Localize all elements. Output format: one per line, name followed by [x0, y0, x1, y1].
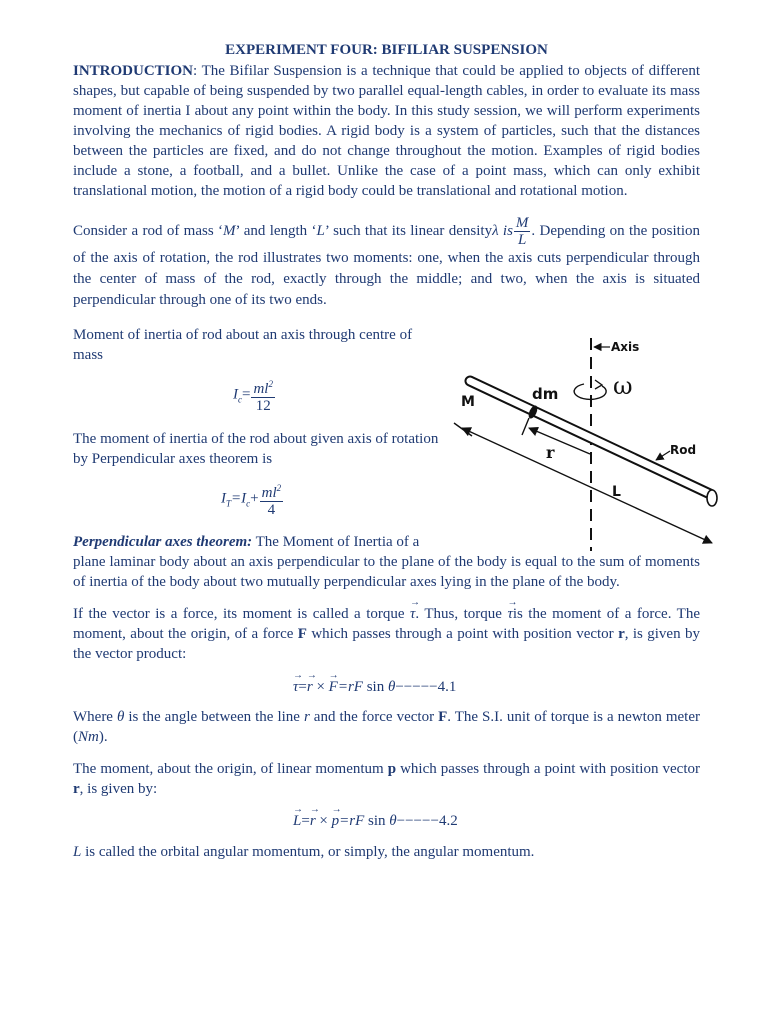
consider-section — [73, 215, 700, 311]
torque-paragraph — [73, 604, 700, 664]
equation-ic — [233, 376, 276, 414]
symbol-length: L — [316, 222, 325, 239]
rod-diagram — [452, 336, 722, 551]
eq-it-mid: =I — [231, 490, 247, 507]
eq41-r: → r — [307, 677, 313, 697]
symbol-mass: M — [222, 222, 236, 239]
intro-paragraph — [73, 61, 700, 201]
equation-4-1 — [293, 677, 456, 697]
eq-ic-num-text: ml — [253, 381, 269, 397]
where-text-5: ). — [98, 729, 108, 745]
equation-4-2 — [293, 811, 458, 831]
eq-it-fraction — [260, 480, 284, 518]
torque-text-1: If the vector is a force, its moment is called a torque — [73, 606, 411, 622]
eq42-eq: = — [301, 813, 310, 829]
consider-text-3: ’ such that its linear density — [324, 222, 493, 239]
where-theta: θ — [116, 709, 125, 725]
eq42-theta: θ — [385, 813, 397, 829]
eq41-theta: θ — [384, 679, 396, 695]
equation-it — [221, 480, 284, 518]
where-text-2: is the angle between the line — [124, 709, 304, 725]
torque-section — [73, 604, 700, 664]
centre-section — [73, 325, 440, 365]
length-start-tick — [454, 423, 472, 436]
torque-symbol: → τ — [410, 604, 415, 624]
rod-pointer — [656, 451, 670, 460]
moment-axis-text: The moment of inertia of the rod about given axis of rotation by Perpendicular axes theorem is — [73, 431, 439, 467]
lambda-is: λ is — [492, 222, 513, 239]
momentum-text-3: , is given by: — [79, 781, 158, 797]
eq42-rhs: =rF — [339, 813, 365, 829]
consider-text-1: Consider a rod of mass ‘ — [73, 222, 223, 239]
density-fraction — [514, 215, 531, 248]
orbital-paragraph — [73, 842, 700, 862]
r-label: r — [546, 443, 555, 462]
orbital-section — [73, 842, 700, 862]
omega-label: ω — [613, 372, 633, 400]
eq-it-lhs: I — [221, 490, 226, 507]
position-symbol: r — [618, 626, 625, 642]
eq41-eq: = — [298, 679, 307, 695]
rotation-arrowhead — [595, 380, 602, 389]
force-symbol: F — [297, 626, 307, 642]
where-text-4: . The S.I. unit of torque is a newton meter ( — [73, 709, 700, 745]
eq41-sin: sin — [362, 679, 385, 695]
eq-ic-num — [251, 376, 275, 398]
eq42-dashes: −−−−− — [396, 813, 439, 829]
eq41-dashes: −−−−− — [395, 679, 438, 695]
torque-text-3: is the moment of a force. The moment, about the origin, of a force — [73, 606, 701, 642]
torque-symbol-2: → τ — [507, 604, 512, 624]
r-tick — [522, 418, 529, 435]
torque-text-5: , is given by the vector product: — [73, 626, 700, 662]
consider-text-4: . Depending on the position of the axis of rotation, the rod illustrates two moments: one, when the axis cuts perpendicular through the center of mass of the rod, exactly through the middle; and two, when the axis is situated perpendicular through one of its two ends. — [73, 222, 700, 308]
axis-section — [73, 429, 440, 469]
eq-ic-den: 12 — [255, 398, 271, 414]
momentum-text-2: which passes through a point with position vector — [396, 761, 700, 777]
eq42-r: → r — [310, 811, 316, 831]
eq-it-num — [260, 480, 284, 502]
intro-section — [73, 61, 700, 201]
perp-label: Perpendicular axes theorem: — [73, 534, 253, 550]
orbital-text: is called the orbital angular momentum, or simply, the angular momentum. — [81, 844, 535, 860]
eq41-number: 4.1 — [437, 679, 457, 695]
momentum-section — [73, 759, 700, 799]
where-paragraph — [73, 707, 700, 747]
intro-text: : The Bifilar Suspension is a technique that could be applied to objects of different shapes, but capable of being suspended by two parallel equal-length cables, in order to evaluate its mass moment of inertia I about any point within the body. In this study session, we will perform experiments involving the mechanics of rigid bodies. A rigid body is a system of particles, such that the distances between the particles are fixed, and do not change throughout the motion. Examples of rigid bodies include a stone, a football, and a bullet. Unlike the case of a point mass, which can only exhibit translational motion, the motion of a rigid body could be translational and rotational motion. — [73, 63, 700, 199]
eq42-times: × — [315, 813, 332, 829]
perp-first-line — [73, 532, 440, 552]
perp-line1-text: The Moment of Inertia of a — [252, 534, 420, 550]
consider-text-2: ’ and length ‘ — [235, 222, 317, 239]
where-F: F — [438, 709, 448, 725]
eq-ic-sub: c — [238, 394, 242, 405]
eq41-tau: → τ — [293, 677, 298, 697]
eq42-sin: sin — [364, 813, 386, 829]
moment-centre-text: Moment of inertia of rod about an axis through centre of mass — [73, 327, 413, 363]
eq-ic-sup: 2 — [268, 379, 273, 389]
eq-it-plus: + — [250, 490, 259, 507]
momentum-text-1: The moment, about the origin, of linear momentum — [73, 761, 388, 777]
torque-text-2: . Thus, torque — [415, 606, 508, 622]
axis-label: Axis — [611, 340, 640, 354]
where-text-3: and the force vector — [309, 709, 439, 725]
eq42-number: 4.2 — [438, 813, 458, 829]
where-r: r — [303, 709, 310, 725]
fraction-numerator: M — [515, 215, 529, 231]
orbital-L: L — [73, 844, 82, 860]
eq41-F: → F — [329, 677, 338, 697]
torque-text-4: which passes through a point with position vector — [306, 626, 619, 642]
eq-it-sub2: c — [246, 498, 251, 509]
eq-ic-equals: = — [242, 386, 251, 403]
eq42-p: → p — [332, 811, 340, 831]
rod-label: Rod — [670, 443, 697, 457]
eq-it-num-text: ml — [261, 485, 277, 501]
fraction-denominator: L — [518, 232, 527, 248]
eq-ic-lhs: I — [233, 386, 238, 403]
intro-label: INTRODUCTION — [73, 63, 194, 79]
momentum-paragraph — [73, 759, 700, 799]
eq-it-sup: 2 — [276, 483, 282, 493]
momentum-p: p — [387, 761, 397, 777]
perp-rest-text: plane laminar body about an axis perpendicular to the plane of the body is equal to the sum of moments of inertia of the body about two mutually perpendicular axes lying in the plane of the body. — [73, 554, 700, 590]
document-title: EXPERIMENT FOUR: BIFILIAR SUSPENSION — [225, 42, 548, 58]
dm-label: dm — [532, 385, 559, 403]
length-label: L — [612, 484, 621, 500]
eq-it-sub: T — [226, 498, 232, 509]
where-nm: Nm — [78, 729, 99, 745]
momentum-r: r — [73, 781, 80, 797]
perp-rest — [73, 552, 700, 592]
where-text-1: Where — [73, 709, 117, 725]
eq42-L: → L — [293, 811, 301, 831]
eq41-rhs: =rF — [337, 679, 363, 695]
eq-ic-fraction — [251, 376, 275, 414]
mass-label: M — [461, 394, 475, 410]
where-section — [73, 707, 700, 747]
rod-end — [707, 490, 717, 506]
eq-it-den: 4 — [267, 502, 276, 518]
consider-paragraph — [73, 215, 700, 311]
eq41-times: × — [312, 679, 329, 695]
perp-line1 — [73, 532, 440, 552]
